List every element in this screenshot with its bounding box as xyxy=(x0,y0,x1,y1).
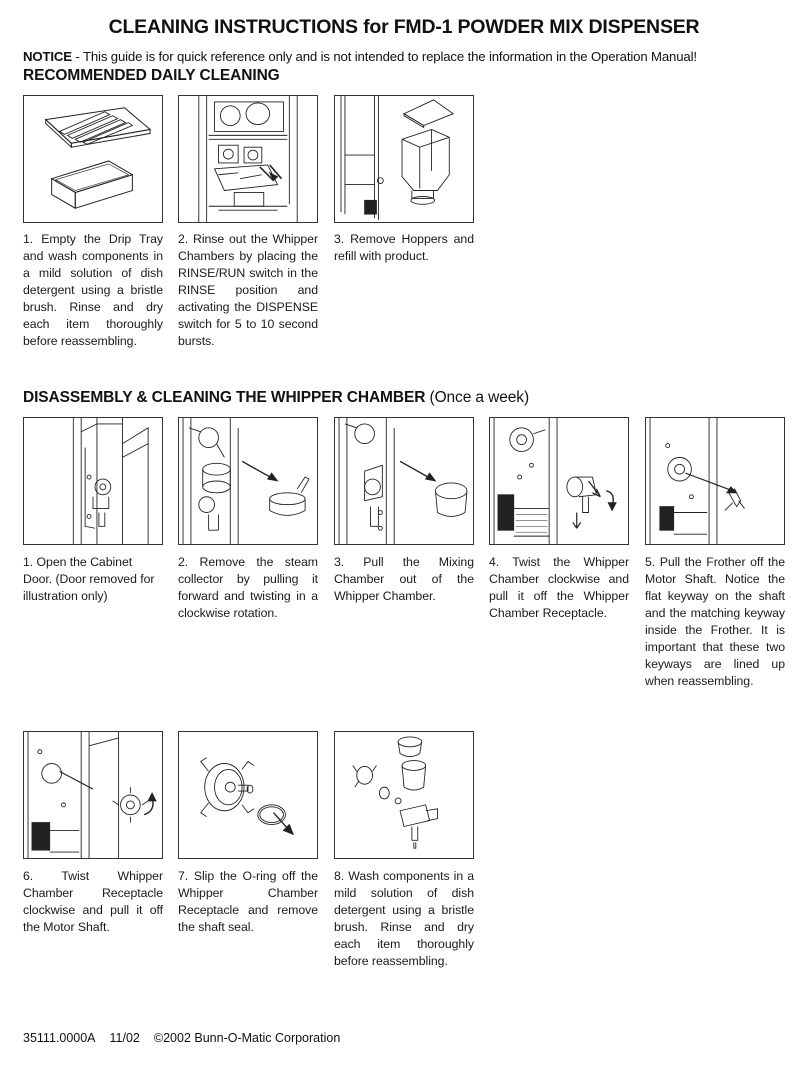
whipper-chambers-figure xyxy=(178,95,318,223)
frother-figure xyxy=(645,417,785,545)
cabinet-door-figure xyxy=(23,417,163,545)
daily-step-1-caption: 1. Empty the Drip Tray and wash components in a mild solution of dish detergent using a bristle brush. Rinse and dry each item thoroughly before reassembling. xyxy=(23,232,163,348)
weekly-heading-subtitle: (Once a week) xyxy=(429,389,530,406)
o-ring-figure xyxy=(178,731,318,859)
daily-heading: RECOMMENDED DAILY CLEANING xyxy=(23,67,280,84)
footer-copyright: ©2002 Bunn-O-Matic Corporation xyxy=(153,1031,341,1045)
notice xyxy=(23,49,697,64)
page-title: CLEANING INSTRUCTIONS for FMD-1 POWDER MIX DISPENSER xyxy=(108,16,700,38)
mixing-chamber-figure xyxy=(334,417,474,545)
weekly-step-5-caption: 5. Pull the Frother off the Motor Shaft. Notice the flat keyway on the shaft and the matching keyway inside the Frother. It is important that these two keyways are lined up when reassembling. xyxy=(645,555,785,688)
footer xyxy=(23,1031,354,1045)
weekly-step-3-caption: 3. Pull the Mixing Chamber out of the Whipper Chamber. xyxy=(334,555,474,603)
weekly-step-4-caption: 4. Twist the Whipper Chamber clockwise and pull it off the Whipper Chamber Receptacle. xyxy=(489,555,629,620)
footer-date: 11/02 xyxy=(109,1031,140,1045)
weekly-step-7-caption: 7. Slip the O-ring off the Whipper Chamber Receptacle and remove the shaft seal. xyxy=(178,869,318,934)
hopper-figure xyxy=(334,95,474,223)
notice-label: NOTICE xyxy=(23,49,72,64)
daily-step-3-caption: 3. Remove Hoppers and refill with product. xyxy=(334,232,474,263)
whipper-chamber-figure xyxy=(489,417,629,545)
weekly-step-1-caption: 1. Open the Cabinet Door. (Door removed for illustration only) xyxy=(23,555,155,603)
weekly-heading xyxy=(23,389,529,407)
receptacle-figure xyxy=(23,731,163,859)
weekly-step-6-caption: 6. Twist Whipper Chamber Receptacle clockwise and pull it off the Motor Shaft. xyxy=(23,869,163,934)
weekly-heading-title: DISASSEMBLY & CLEANING THE WHIPPER CHAMBER xyxy=(23,389,426,406)
components-figure xyxy=(334,731,474,859)
daily-step-2-caption: 2. Rinse out the Whipper Chambers by placing the RINSE/RUN switch in the RINSE position and activating the DISPENSE switch for 5 to 10 second bursts. xyxy=(178,232,318,348)
weekly-step-8-caption: 8. Wash components in a mild solution of dish detergent using a bristle brush. Rinse and dry each item thoroughly before reassembling. xyxy=(334,869,474,968)
notice-text: - This guide is for quick reference only and is not intended to replace the information in the Operation Manual! xyxy=(71,49,697,64)
steam-collector-figure xyxy=(178,417,318,545)
weekly-step-2-caption: 2. Remove the steam collector by pulling it forward and twisting in a clockwise rotation. xyxy=(178,555,318,620)
drip-tray-figure xyxy=(23,95,163,223)
footer-part-number: 35111.0000A xyxy=(23,1031,96,1045)
